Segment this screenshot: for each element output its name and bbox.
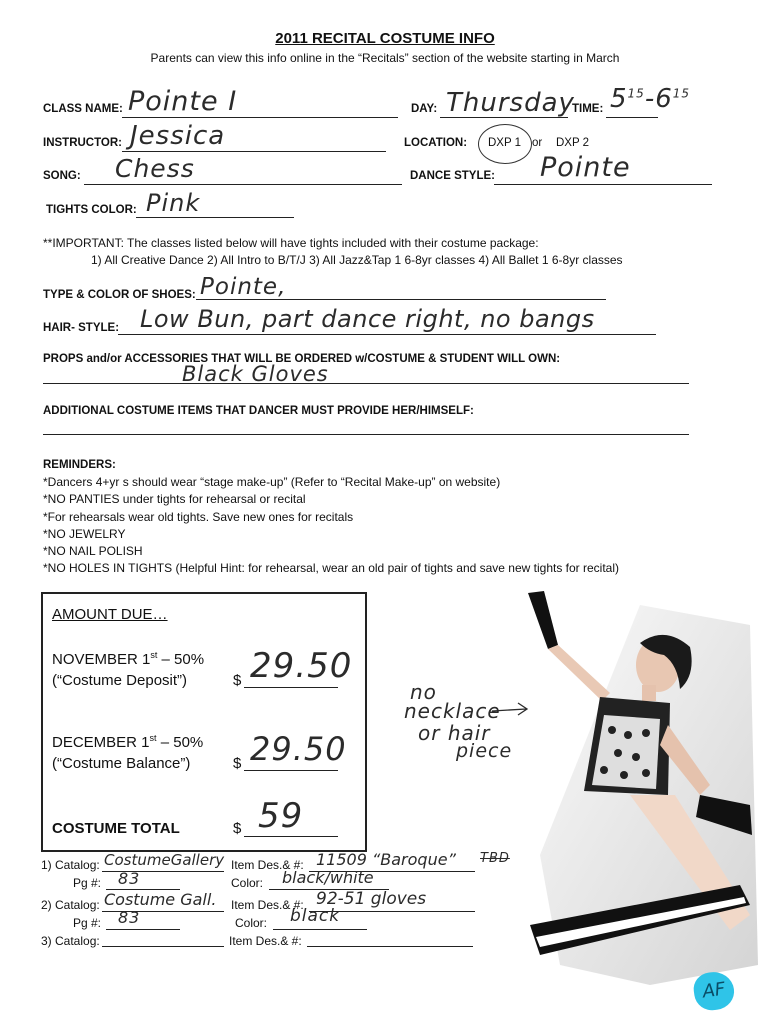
instructor-value: Jessica xyxy=(130,121,226,151)
location-label: LOCATION: xyxy=(404,137,468,149)
amount-due-heading: AMOUNT DUE… xyxy=(52,606,168,623)
instructor-line xyxy=(122,151,386,152)
location-or: or xyxy=(532,137,543,149)
important-note: **IMPORTANT: The classes listed below will have tights included with their costume package: xyxy=(43,236,539,250)
catalog1-item-struck: TBD xyxy=(480,851,510,866)
reminder-item: *NO JEWELRY xyxy=(43,527,126,541)
total-line xyxy=(244,836,338,837)
shoes-label: TYPE & COLOR OF SHOES: xyxy=(43,289,196,301)
instructor-label: INSTRUCTOR: xyxy=(43,137,123,149)
dance-style-value: Pointe xyxy=(540,152,631,183)
amount-due-box xyxy=(41,592,367,852)
catalog1-color-value: black/white xyxy=(282,868,374,887)
dance-style-label: DANCE STYLE: xyxy=(410,170,495,182)
reminder-item: *NO PANTIES under tights for rehearsal or recital xyxy=(43,492,306,506)
december-label xyxy=(52,733,203,751)
catalog3-label: 3) Catalog: xyxy=(41,934,100,948)
catalog2-page-value: 83 xyxy=(118,908,141,927)
reminders-heading: REMINDERS: xyxy=(43,459,116,471)
catalog1-page-label: Pg #: xyxy=(73,876,102,890)
november-line xyxy=(244,687,338,688)
catalog2-color-label: Color: xyxy=(235,916,268,930)
page-title: 2011 RECITAL COSTUME INFO xyxy=(275,30,495,47)
location-option-dxp1: DXP 1 xyxy=(488,137,522,149)
reminder-item: *Dancers 4+yr s should wear “stage make-up” (Refer to “Recital Make-up” on website) xyxy=(43,475,501,489)
catalog2-page-label: Pg #: xyxy=(73,916,102,930)
time-end-sup: 15 xyxy=(672,86,691,101)
november-sup: st xyxy=(150,650,158,660)
catalog3-item-label: Item Des.& #: xyxy=(229,934,302,948)
catalog1-page-value: 83 xyxy=(118,869,141,888)
tights-label: TIGHTS COLOR: xyxy=(46,204,137,216)
additional-line xyxy=(43,434,689,435)
november-pct: – 50% xyxy=(157,651,205,668)
time-start-sup: 15 xyxy=(627,86,645,101)
december-sup: st xyxy=(149,733,157,743)
dancer-photo xyxy=(500,585,760,1005)
class-name-value: Pointe I xyxy=(128,86,238,117)
december-value: 29.50 xyxy=(250,730,347,768)
song-line xyxy=(84,184,402,185)
catalog2-color-line xyxy=(273,929,367,930)
total-currency: $ xyxy=(233,820,242,837)
catalog1-value: CostumeGallery xyxy=(104,851,225,869)
hair-line xyxy=(118,334,656,335)
song-label: SONG: xyxy=(43,170,81,182)
note-line2: necklace xyxy=(404,699,501,723)
class-name-label: CLASS NAME: xyxy=(43,103,123,115)
catalog1-item-value: 11509 “Baroque” xyxy=(316,850,456,869)
december-text: DECEMBER 1 xyxy=(52,734,150,751)
november-value: 29.50 xyxy=(250,646,353,686)
day-label: DAY: xyxy=(411,103,438,115)
total-value: 59 xyxy=(258,796,304,836)
catalog1-color-label: Color: xyxy=(231,876,264,890)
catalog2-item-value: 92-51 gloves xyxy=(316,889,427,909)
catalog2-value: Costume Gall. xyxy=(104,890,217,909)
class-name-line xyxy=(122,117,398,118)
catalog2-page-line xyxy=(106,929,180,930)
november-currency: $ xyxy=(233,672,242,689)
time-value xyxy=(610,84,690,114)
costume-total-label: COSTUME TOTAL xyxy=(52,820,180,837)
day-value: Thursday xyxy=(446,88,575,118)
note-line1: no xyxy=(410,680,437,704)
catalog2-color-value: black xyxy=(290,906,341,926)
hair-value: Low Bun, part dance right, no bangs xyxy=(140,305,595,333)
time-dash: - xyxy=(644,84,656,114)
note-line3: or hair xyxy=(418,721,491,745)
december-pct: – 50% xyxy=(156,734,204,751)
catalog1-label: 1) Catalog: xyxy=(41,858,100,872)
song-value: Chess xyxy=(115,154,195,183)
reminder-item: *For rehearsals wear old tights. Save new ones for recitals xyxy=(43,510,354,524)
hair-label: HAIR- STYLE: xyxy=(43,322,120,334)
reminder-item: *NO HOLES IN TIGHTS (Helpful Hint: for rehearsal, wear an old pair of tights and save new tights for recital) xyxy=(43,561,620,575)
time-line xyxy=(606,117,658,118)
location-circle xyxy=(478,124,532,164)
december-currency: $ xyxy=(233,755,242,772)
props-label: PROPS and/or ACCESSORIES THAT WILL BE ORDERED w/COSTUME & STUDENT WILL OWN: xyxy=(43,353,561,365)
december-sublabel: (“Costume Balance”) xyxy=(52,755,191,772)
catalog2-item-label: Item Des.& #: xyxy=(231,898,304,912)
props-line xyxy=(43,383,689,384)
reminder-item: *NO NAIL POLISH xyxy=(43,544,143,558)
november-text: NOVEMBER 1 xyxy=(52,651,151,668)
location-option-dxp2: DXP 2 xyxy=(556,137,590,149)
initials-text: AF xyxy=(701,978,727,1003)
november-label xyxy=(52,650,204,668)
additional-label: ADDITIONAL COSTUME ITEMS THAT DANCER MUST PROVIDE HER/HIMSELF: xyxy=(43,405,474,417)
time-label: TIME: xyxy=(572,103,604,115)
december-line xyxy=(244,770,338,771)
catalog2-label: 2) Catalog: xyxy=(41,898,100,912)
november-sublabel: (“Costume Deposit”) xyxy=(52,672,188,689)
page-subtitle: Parents can view this info online in the “Recitals” section of the website starting in March xyxy=(150,51,620,65)
dance-style-line xyxy=(494,184,712,185)
time-start: 5 xyxy=(610,84,628,114)
note-line4: piece xyxy=(456,740,513,762)
catalog1-item-label: Item Des.& #: xyxy=(231,858,304,872)
tights-line xyxy=(136,217,294,218)
time-end: 6 xyxy=(655,84,673,114)
catalog3-line xyxy=(102,946,224,947)
tights-value: Pink xyxy=(146,189,201,217)
important-class-list: 1) All Creative Dance 2) All Intro to B/T/J 3) All Jazz&Tap 1 6-8yr classes 4) All Ballet 1 6-8yr classes xyxy=(91,253,623,267)
props-value: Black Gloves xyxy=(182,362,329,386)
shoes-value: Pointe, xyxy=(200,274,287,300)
catalog3-item-line xyxy=(307,946,473,947)
